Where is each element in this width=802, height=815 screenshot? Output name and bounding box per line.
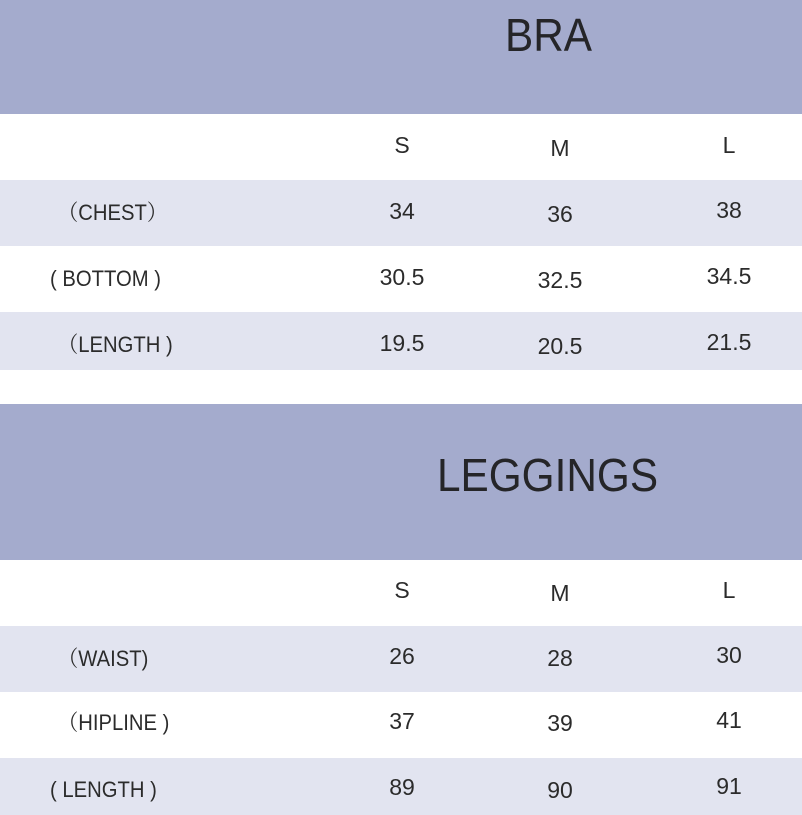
bra-bottom-m: 32.5	[537, 267, 583, 293]
leggings-hipline-m: 39	[547, 710, 573, 736]
bra-row-label: （CHEST）	[58, 200, 168, 225]
leggings-size-l: L	[722, 577, 736, 603]
bra-row-label: （LENGTH )	[58, 332, 173, 357]
bra-bottom-s: 30.5	[379, 264, 425, 290]
leggings-row-waist	[0, 626, 802, 692]
leggings-length-l: 91	[716, 773, 742, 799]
leggings-row-label: （WAIST)	[58, 646, 149, 671]
leggings-waist-l: 30	[716, 642, 742, 668]
leggings-size-m: M	[550, 580, 570, 606]
leggings-size-header-row	[0, 560, 802, 626]
bra-size-m: M	[550, 135, 570, 161]
bra-row-chest	[0, 180, 802, 246]
bra-row-label: ( BOTTOM )	[50, 266, 161, 291]
bra-size-l: L	[722, 132, 736, 158]
leggings-row-length	[0, 758, 802, 815]
bra-chest-s: 34	[389, 198, 415, 224]
bra-chest-l: 38	[716, 197, 742, 223]
leggings-header	[0, 404, 802, 560]
leggings-row-label: ( LENGTH )	[50, 777, 157, 802]
bra-length-s: 19.5	[379, 330, 425, 356]
leggings-row-label: （HIPLINE )	[58, 710, 170, 735]
bra-bottom-l: 34.5	[706, 263, 752, 289]
leggings-length-s: 89	[389, 774, 415, 800]
leggings-hipline-l: 41	[716, 707, 742, 733]
bra-chest-m: 36	[547, 201, 573, 227]
bra-length-m: 20.5	[537, 333, 583, 359]
leggings-hipline-s: 37	[389, 708, 415, 734]
bra-title: BRA	[505, 9, 593, 61]
bra-row-bottom	[0, 246, 802, 312]
leggings-length-m: 90	[547, 777, 573, 803]
leggings-size-s: S	[394, 577, 410, 603]
leggings-row-hipline	[0, 692, 802, 758]
leggings-title: LEGGINGS	[437, 449, 659, 501]
leggings-waist-s: 26	[389, 643, 415, 669]
bra-header	[0, 0, 802, 114]
bra-row-length	[0, 312, 802, 370]
bra-size-s: S	[394, 132, 410, 158]
bra-size-header-row	[0, 114, 802, 180]
leggings-waist-m: 28	[547, 645, 573, 671]
bra-length-l: 21.5	[706, 329, 752, 355]
